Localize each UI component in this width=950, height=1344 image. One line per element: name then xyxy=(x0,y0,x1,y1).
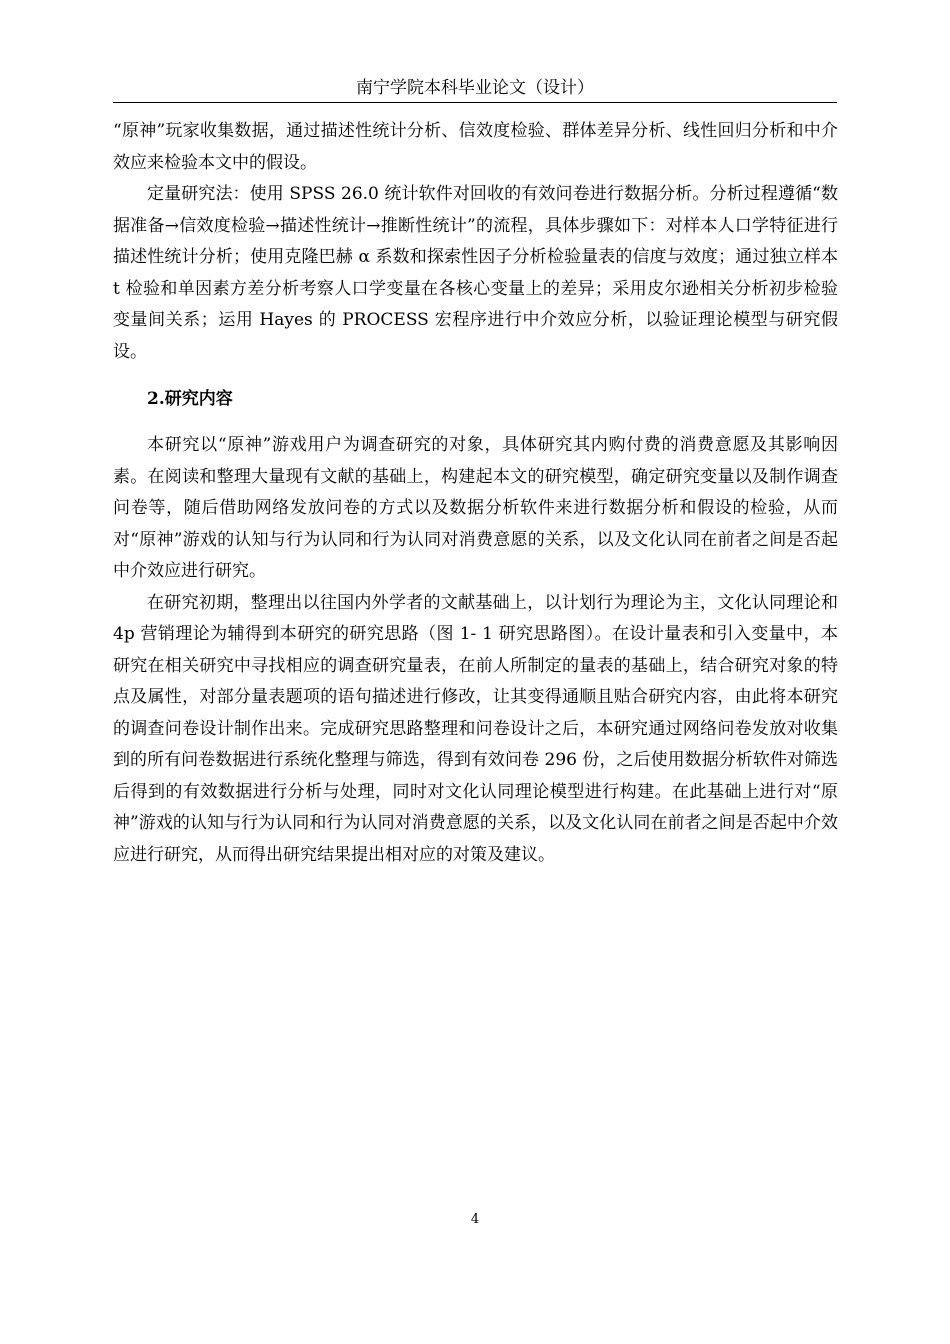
paragraph-research-approach: 在研究初期，整理出以往国内外学者的文献基础上，以计划行为理论为主，文化认同理论和 4p 营销理论为辅得到本研究的研究思路（图 1- 1 研究思路图）。在设计量表和引入变量中，本研究在相关研究中寻找相应的调查研究量表，在前人所制定的量表的基础上，结合研究对象的特点及属性，对部分量表题项的语句描述进行修改，让其变得通顺且贴合研究内容，由此将本研究的调查问卷设计制作出来。完成研究思路整理和问卷设计之后，本研究通过网络问卷发放对收集到的所有问卷数据进行系统化整理与筛选，得到有效问卷 296 份，之后使用数据分析软件对筛选后得到的有效数据进行分析与处理，同时对文化认同理论模型进行构建。在此基础上进行对“原神”游戏的认知与行为认同和行为认同对消费意愿的关系，以及文化认同在前者之间是否起中介效应进行研究，从而得出研究结果提出相对应的对策及建议。 xyxy=(113,592,838,865)
page-number: 4 xyxy=(470,1212,480,1227)
page-header xyxy=(113,74,837,103)
section-heading: 2.研究内容 xyxy=(147,389,233,409)
page-body xyxy=(113,116,838,871)
paragraph-quantitative-method: 定量研究法：使用 SPSS 26.0 统计软件对回收的有效问卷进行数据分析。分析过程遵循“数据准备→信效度检验→描述性统计→推断性统计”的流程，具体步骤如下：对样本人口学特征进行描述性统计分析；使用克隆巴赫 α 系数和探索性因子分析检验量表的信度与效度；通过独立样本 t 检验和单因素方差分析考察人口学变量在各核心变量上的差异；采用皮尔逊相关分析初步检验变量间关系；运用 Hayes 的 PROCESS 宏程序进行中介效应分析，以验证理论模型与研究假设。 xyxy=(113,184,838,362)
header-title: 南宁学院本科毕业论文（设计） xyxy=(356,78,594,98)
paragraph-continuation: “原神”玩家收集数据，通过描述性统计分析、信效度检验、群体差异分析、线性回归分析和中介效应来检验本文中的假设。 xyxy=(113,121,838,173)
paragraph-research-content: 本研究以“原神”游戏用户为调查研究的对象，具体研究其内购付费的消费意愿及其影响因素。在阅读和整理大量现有文献的基础上，构建起本文的研究模型，确定研究变量以及制作调查问卷等，随后借助网络发放问卷的方式以及数据分析软件来进行数据分析和假设的检验，从而对“原神”游戏的认知与行为认同和行为认同对消费意愿的关系，以及文化认同在前者之间是否起中介效应进行研究。 xyxy=(113,435,838,581)
